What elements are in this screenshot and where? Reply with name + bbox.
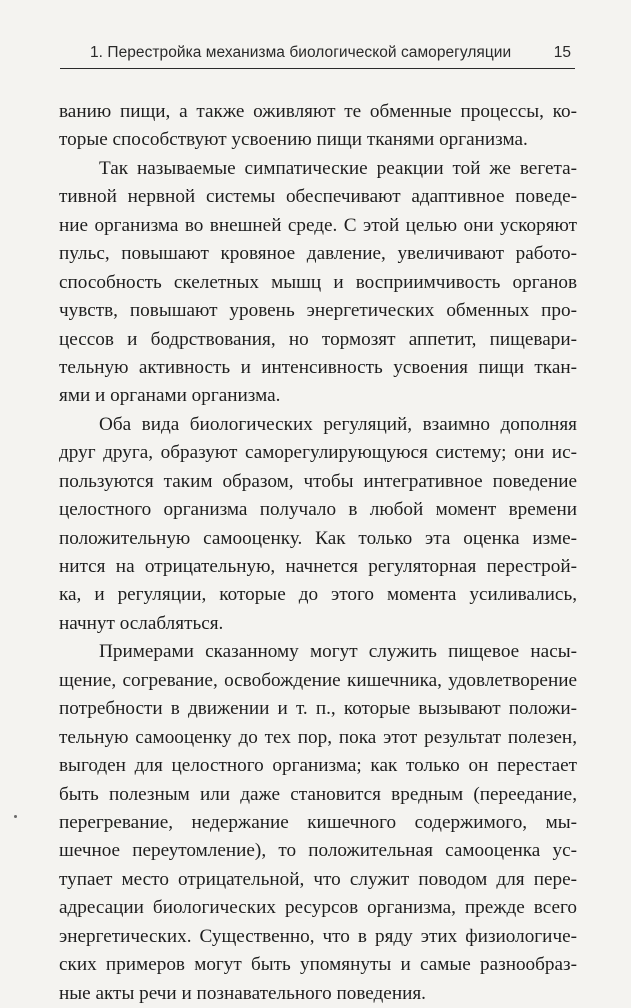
text-line: ских примеров могут быть упомянуты и самые разнообраз- <box>59 954 577 976</box>
text-line: адресации биологических ресурсов организма, прежде всего <box>59 897 577 919</box>
text-line: способность скелетных мышц и восприимчивость органов <box>59 271 577 293</box>
text-line: ями и органами организма. <box>59 385 281 407</box>
text-line: тупает место отрицательной, что служит поводом для пере- <box>59 868 577 890</box>
page-number: 15 <box>553 44 571 61</box>
text-line: ние организма во внешней среде. С этой целью они ускоряют <box>59 214 577 236</box>
chapter-title: 1. Перестройка механизма биологической саморегуляции <box>90 44 512 61</box>
text-line: нится на отрицательную, начнется регуляторная перестрой- <box>59 556 577 577</box>
body-text <box>59 98 577 1008</box>
text-line: выгоден для целостного организма; как только он перестает <box>59 755 577 777</box>
text-line: чувств, повышают уровень энергетических обменных про- <box>59 300 577 322</box>
margin-speck <box>14 815 17 818</box>
text-line: энергетических. Существенно, что в ряду этих физиологиче- <box>59 925 577 947</box>
text-line: ные акты речи и познавательного поведения. <box>59 982 426 1004</box>
text-line: торые способствуют усвоению пищи тканями организма. <box>59 129 528 151</box>
text-line: щение, согревание, освобождение кишечника, удовлетворение <box>59 669 577 691</box>
text-line: быть полезным или даже становится вредным (переедание, <box>59 783 577 805</box>
text-line: Примерами сказанному могут служить пищевое насы- <box>99 641 577 663</box>
text-line: перегревание, недержание кишечного содержимого, мы- <box>59 811 577 833</box>
text-line: потребности в движении и т. п., которые вызывают положи- <box>59 698 577 720</box>
text-line: ка, и регуляции, которые до этого момента усиливались, <box>59 584 577 606</box>
text-line: друг друга, образуют саморегулирующуюся систему; они ис- <box>59 442 577 464</box>
text-line: тивной нервной системы обеспечивают адаптивное поведе- <box>59 186 577 208</box>
text-line: тельную активность и интенсивность усвоения пищи ткан- <box>59 356 577 378</box>
text-line: тельную самооценку до тех пор, пока этот результат полезен, <box>59 726 577 748</box>
running-header <box>60 44 575 69</box>
text-line: шечное переутомление), то положительная самооценка ус- <box>59 840 577 862</box>
text-line: цессов и бодрствования, но тормозят аппетит, пищевари- <box>59 328 577 350</box>
text-line: Оба вида биологических регуляций, взаимно дополняя <box>99 413 577 435</box>
text-line: ванию пищи, а также оживляют те обменные процессы, ко- <box>59 101 577 122</box>
text-line: пульс, повышают кровяное давление, увеличивают работо- <box>59 243 577 265</box>
text-line: начнут ослабляться. <box>59 612 224 634</box>
text-line: целостного организма получало в любой момент времени <box>59 499 577 521</box>
text-line: положительную самооценку. Как только эта оценка изме- <box>59 527 577 549</box>
text-line: Так называемые симпатические реакции той же вегета- <box>99 157 577 179</box>
text-line: пользуются таким образом, чтобы интегративное поведение <box>59 470 577 492</box>
